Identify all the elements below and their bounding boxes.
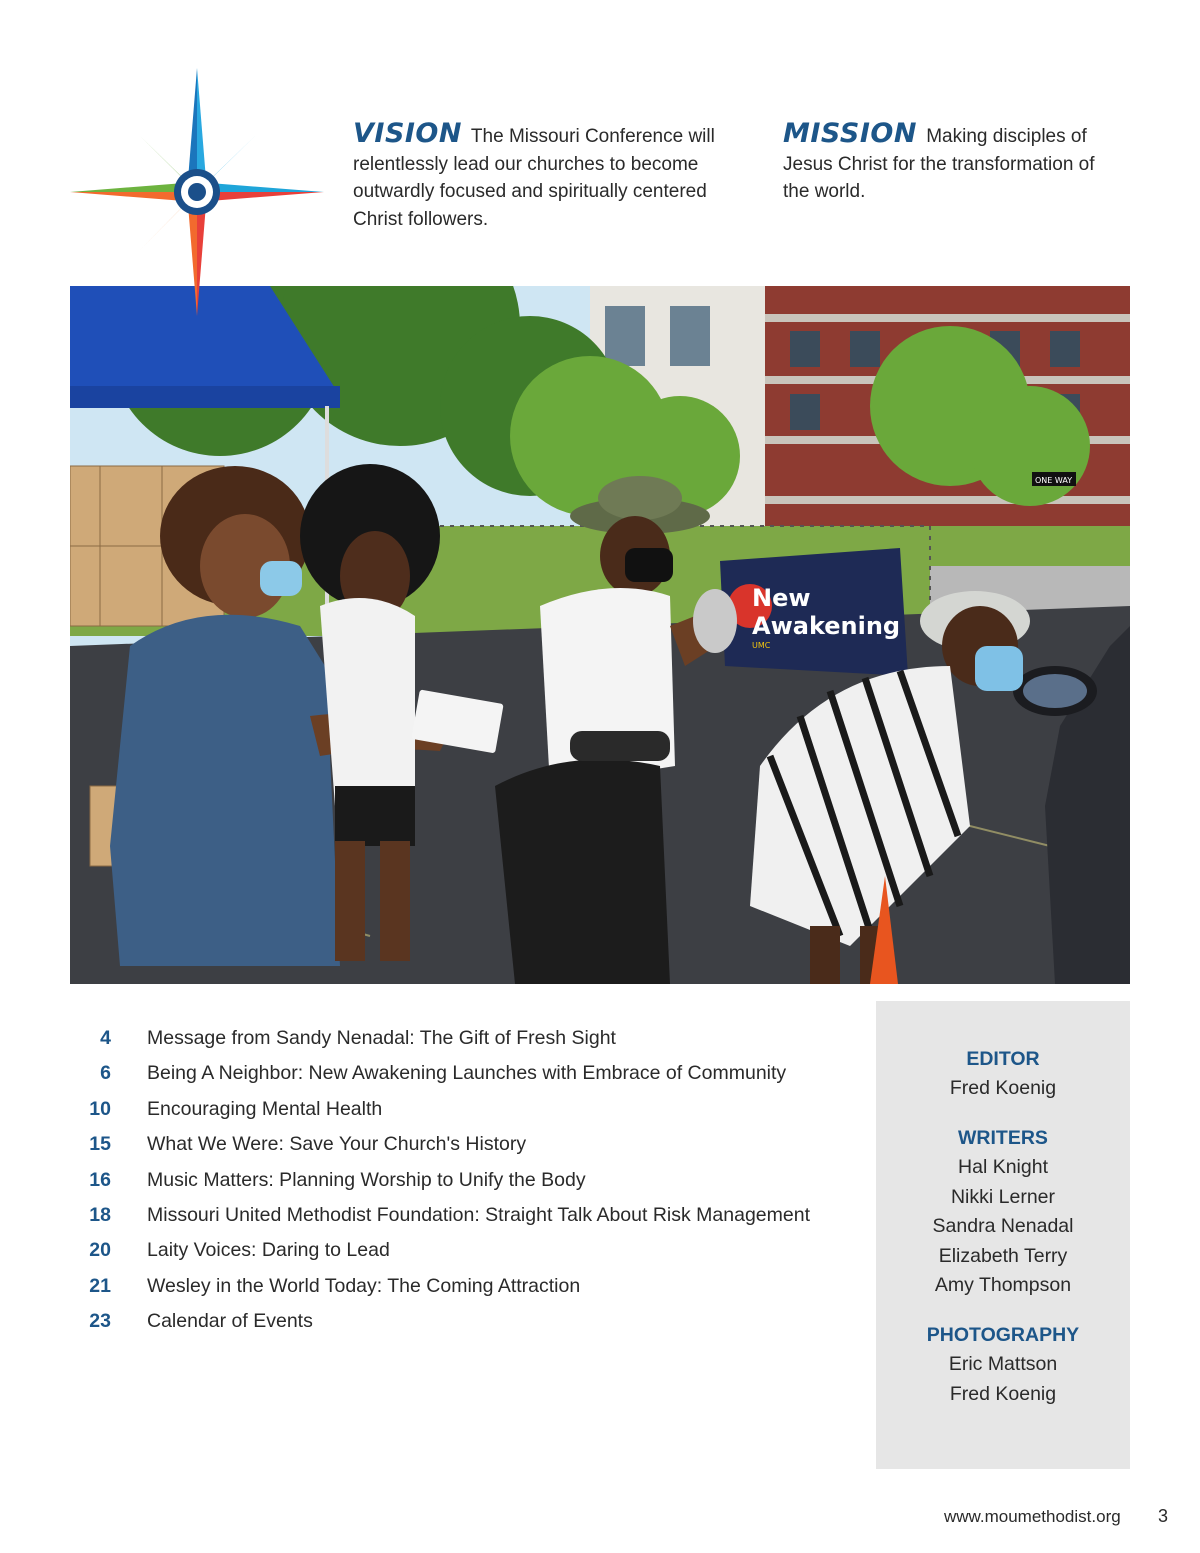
banner-sub: UMC	[752, 641, 771, 650]
compass-center-dot	[188, 183, 206, 201]
new-awakening-banner	[720, 548, 908, 676]
table-of-contents	[70, 1027, 860, 1346]
toc-item[interactable]	[70, 1133, 860, 1168]
toc-item[interactable]	[70, 1062, 860, 1097]
toc-page-number: 20	[89, 1239, 111, 1262]
toc-item[interactable]	[70, 1275, 860, 1310]
banner-line2: Awakening	[752, 612, 901, 640]
page-number: 3	[1158, 1506, 1169, 1526]
vision-text: The Missouri Conference will relentlessly lead our churches to become outwardly focused and spiritually centered Christ followers.	[353, 126, 715, 230]
banner-line1: New	[752, 584, 811, 612]
toc-item[interactable]	[70, 1204, 860, 1239]
toc-title: Music Matters: Planning Worship to Unify the Body	[147, 1168, 586, 1191]
mission-statement	[783, 120, 1113, 206]
toc-title: Laity Voices: Daring to Lead	[147, 1239, 390, 1262]
toc-page-number: 4	[100, 1027, 111, 1049]
editor-label: EDITOR	[966, 1048, 1040, 1070]
vision-heading: VISION	[353, 118, 462, 149]
one-way-sign-text: ONE WAY	[1035, 476, 1073, 485]
editor-name: Fred Koenig	[949, 1077, 1057, 1099]
toc-title: Wesley in the World Today: The Coming Attraction	[147, 1274, 581, 1297]
writers-group	[876, 1124, 1130, 1300]
toc-title: Message from Sandy Nenadal: The Gift of Fresh Sight	[147, 1027, 616, 1049]
compass-logo	[70, 68, 324, 316]
writer-name: Elizabeth Terry	[938, 1244, 1068, 1267]
toc-item[interactable]	[70, 1027, 860, 1062]
writer-name: Nikki Lerner	[950, 1185, 1056, 1208]
editor-group	[876, 1045, 1130, 1103]
toc-page-number: 23	[89, 1310, 111, 1333]
mission-text: Making disciples of Jesus Christ for the transformation of the world.	[783, 126, 1095, 202]
toc-title: Encouraging Mental Health	[147, 1097, 383, 1120]
photography-label: PHOTOGRAPHY	[926, 1324, 1080, 1347]
toc-title: What We Were: Save Your Church's History	[147, 1133, 527, 1156]
website-url[interactable]: www.moumethodist.org	[944, 1507, 1121, 1526]
toc-page-number: 6	[100, 1062, 111, 1085]
toc-page-number: 21	[89, 1274, 111, 1297]
toc-item[interactable]	[70, 1310, 860, 1345]
credits-panel	[876, 1001, 1130, 1469]
writer-name: Hal Knight	[958, 1156, 1048, 1179]
toc-page-number: 16	[89, 1168, 111, 1191]
toc-item[interactable]	[70, 1169, 860, 1204]
photographer-name: Fred Koenig	[949, 1382, 1057, 1405]
writer-name: Sandra Nenadal	[932, 1215, 1074, 1238]
mission-heading: MISSION	[783, 118, 917, 149]
toc-page-number: 18	[89, 1203, 111, 1226]
vision-statement	[353, 120, 738, 233]
cover-photo	[70, 286, 1130, 984]
photography-group	[876, 1321, 1130, 1409]
writer-name: Amy Thompson	[934, 1274, 1072, 1297]
toc-page-number: 15	[89, 1133, 111, 1156]
photographer-name: Eric Mattson	[948, 1353, 1058, 1376]
toc-page-number: 10	[89, 1097, 111, 1120]
toc-title: Calendar of Events	[147, 1310, 313, 1333]
toc-item[interactable]	[70, 1239, 860, 1274]
toc-title: Missouri United Methodist Foundation: Straight Talk About Risk Management	[147, 1203, 810, 1226]
writers-label: WRITERS	[958, 1127, 1048, 1150]
toc-item[interactable]	[70, 1098, 860, 1133]
toc-title: Being A Neighbor: New Awakening Launches with Embrace of Community	[147, 1062, 787, 1085]
